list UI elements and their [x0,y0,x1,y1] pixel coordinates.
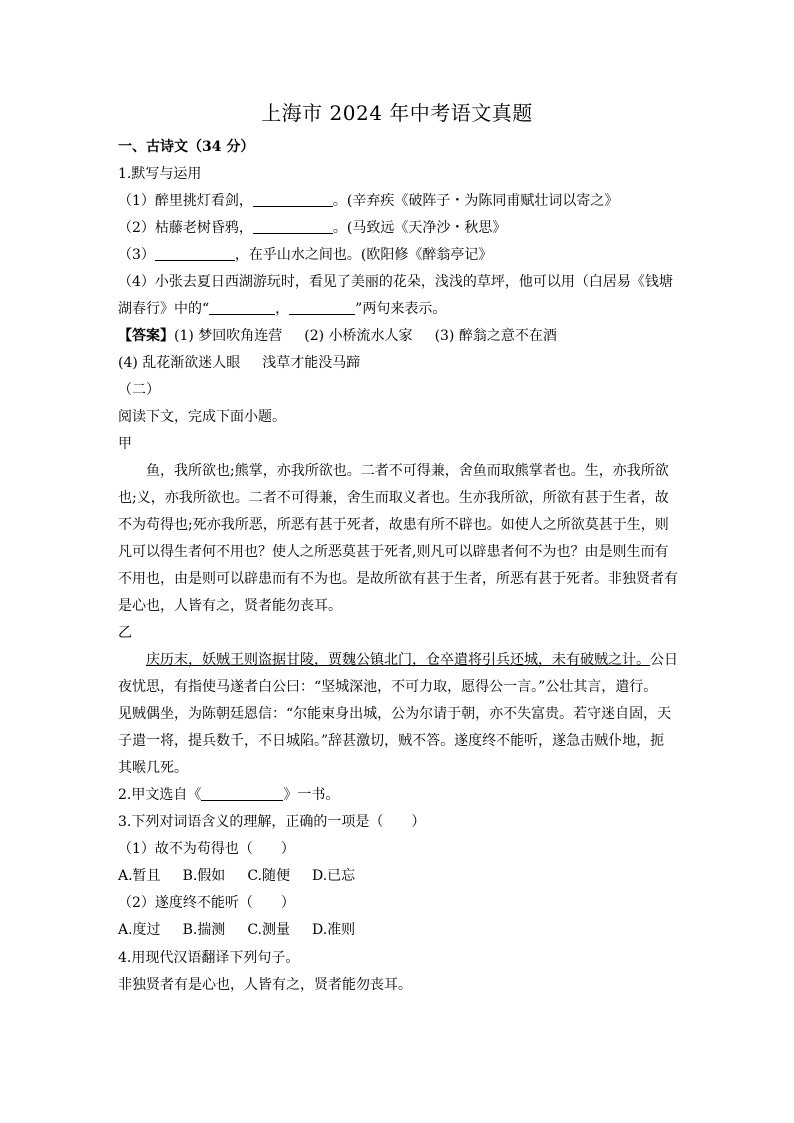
passage-yi-text: 公日 [650,652,678,668]
passage-jia-line: 也;义，亦我所欲也。二者不可得兼，舍生而取义者也。生亦我所欲，所欲有甚于生者，故 [118,490,669,506]
question-1-item-2 [118,218,688,238]
question-3-stem: 3.下列对词语含义的理解，正确的一项是（ ） [118,814,426,830]
answer-2: (2) 小桥流水人家 [304,328,413,344]
option-c: C.随便 [247,868,290,884]
question-2 [118,785,688,805]
item-1-source: 。(辛弃疾《破阵子・为陈同甫赋壮词以寄之》 [332,193,619,209]
question-1-item-3 [118,245,688,265]
question-3-sub-2-options [118,920,688,940]
item-4-text-c: ”两句来表示。 [355,301,447,317]
passage-jia-line: 是心也，人皆有之，贤者能勿丧耳。 [118,598,342,614]
answer-line-2 [118,353,688,373]
passage-yi-line: 见贼偶坐，为陈朝廷恩信：“尔能束身出城，公为尔请于朝，亦不失富贵。若守迷自固，天 [118,706,672,722]
item-2-source: 。(马致远《天净沙・秋思》 [332,220,507,236]
answer-3: (3) 醉翁之意不在酒 [434,328,557,344]
question-1-heading: 1.默写与运用 [118,166,202,182]
answer-blank [253,192,333,207]
question-3-sub-2: （2）遂度终不能听（ ） [118,895,295,911]
part-two-heading: （二） [118,382,160,398]
passage-jia-line: 鱼，我所欲也;熊掌，亦我所欲也。二者不可得兼，舍鱼而取熊掌者也。生，亦我所欲 [146,463,669,479]
item-4-text-b: ， [275,301,290,317]
passage-yi-line: 其喉几死。 [118,760,188,776]
option-b: B.揣测 [182,922,226,938]
reading-instruction: 阅读下文，完成下面小题。 [118,409,286,425]
answer-blank [253,219,333,234]
passage-jia-label: 甲 [118,436,132,452]
option-a: A.度过 [118,922,161,938]
passage-jia-line: 凡可以得生者何不用也？使人之所恶莫甚于死者,则凡可以辟患者何不为也？由是则生而有 [118,544,669,560]
option-d: D.已忘 [311,868,356,884]
document-title: 上海市 2024 年中考语文真题 [261,101,533,125]
passage-yi-line [118,650,716,670]
item-3-text: （3） [118,247,155,263]
answer-blank [289,300,355,315]
passage-yi-line: 夜忧思，有指使马遂者白公曰：“坚城深池，不可力取，愿得公一言。”公壮其言，遣行。 [118,679,658,695]
passage-yi-line: 子遣一将，提兵数千，不日城陷。”辞甚激切，贼不答。遂度终不能听，遂急击贼仆地，扼 [118,733,665,749]
passage-jia-line: 不用也，由是则可以辟患而有不为也。是故所欲有甚于生者，所恶有甚于死者。非独贤者有 [118,571,678,587]
section-heading-one: 一、古诗文（34 分） [118,139,255,155]
question-1-item-1 [118,191,688,211]
question-2-end: 》一书。 [283,787,340,803]
option-d: D.准则 [311,922,356,938]
underlined-sentence: 庆历末，妖贼王则盗据甘陵，贾魏公镇北门，仓卒遣将引兵还城，未有破贼之计。 [146,652,650,668]
item-2-text: （2）枯藤老树昏鸦， [118,220,253,236]
question-1-item-4-line-1: （4）小张去夏日西湖游玩时，看见了美丽的花朵，浅浅的草坪，他可以用（白居易《钱塘 [118,274,673,290]
answer-1: (1) 梦回吹角连营 [174,328,283,344]
question-3-sub-1-options [118,866,688,886]
question-4-stem: 4.用现代汉语翻译下列句子。 [118,950,300,966]
option-c: C.测量 [247,922,290,938]
answer-blank [201,786,283,801]
passage-yi-label: 乙 [118,625,132,641]
question-3-sub-1: （1）故不为苟得也（ ） [118,841,295,857]
answer-line-1 [118,326,688,346]
answer-label: 【答案】 [118,328,174,344]
question-2-text: 2.甲文选自《 [118,787,202,803]
item-3-source: ，在乎山水之间也。(欧阳修《醉翁亭记》 [234,247,493,263]
option-b: B.假如 [182,868,226,884]
question-1-item-4-line-2 [118,299,688,319]
answer-4b: 浅草才能没马蹄 [262,355,361,371]
item-4-text-a: 湖春行》中的“ [118,301,210,317]
answer-blank [155,246,235,261]
answer-4: (4) 乱花渐欲迷人眼 [118,355,241,371]
item-1-text: （1）醉里挑灯看剑， [118,193,253,209]
answer-blank [209,300,275,315]
passage-jia-line: 不为苟得也;死亦我所恶，所恶有甚于死者，故患有所不辟也。如使人之所欲莫甚于生，则 [118,517,669,533]
question-4-sentence: 非独贤者有是心也，人皆有之，贤者能勿丧耳。 [118,977,412,993]
option-a: A.暂且 [118,868,161,884]
